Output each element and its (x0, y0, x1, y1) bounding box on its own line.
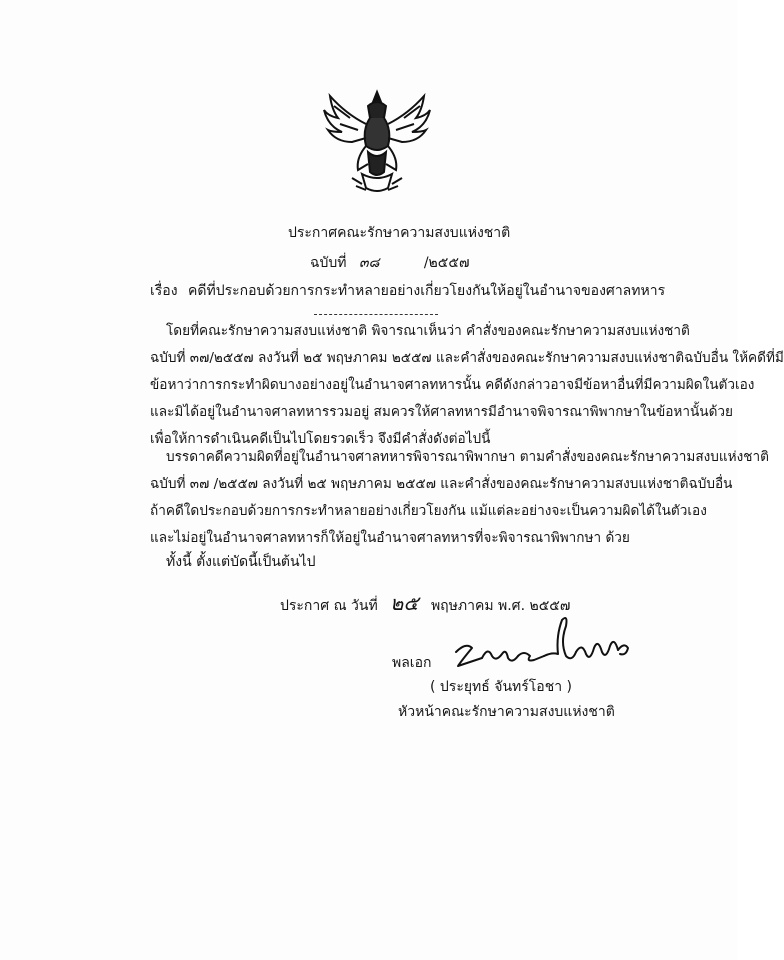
paragraph-1-line: และมิได้อยู่ในอำนาจศาลทหารรวมอยู่ สมควรให้ศาลทหารมีอำนาจพิจารณาพิพากษาในข้อหานั้นด้วย (150, 404, 734, 420)
paragraph-2-line: บรรดาคดีความผิดที่อยู่ในอำนาจศาลทหารพิจารณาพิพากษา ตามคำสั่งของคณะรักษาความสงบแห่งชาติ (166, 449, 769, 465)
announcement-heading: ประกาศคณะรักษาความสงบแห่งชาติ (288, 225, 511, 241)
paragraph-2-line: และไม่อยู่ในอำนาจศาลทหารก็ให้อยู่ในอำนาจศาลทหารที่จะพิจารณาพิพากษา ด้วย (150, 530, 630, 546)
subject-label: เรื่อง (150, 283, 178, 299)
subject-text: คดีที่ประกอบด้วยการกระทำหลายอย่างเกี่ยวโยงกันให้อยู่ในอำนาจของศาลทหาร (188, 283, 666, 299)
announce-suffix: พฤษภาคม พ.ศ. ๒๕๕๗ (430, 598, 571, 614)
divider-rule (314, 314, 438, 315)
announcement-number (310, 254, 470, 272)
paragraph-1 (150, 318, 784, 453)
paragraph-1-line: โดยที่คณะรักษาความสงบแห่งชาติ พิจารณาเห็นว่า คำสั่งของคณะรักษาความสงบแห่งชาติ (166, 323, 690, 339)
announce-day: ๒๕ (390, 591, 419, 615)
paragraph-1-line: ฉบับที่ ๓๗/๒๕๕๗ ลงวันที่ ๒๕ พฤษภาคม ๒๕๕๗ และคำสั่งของคณะรักษาความสงบแห่งชาติฉบับอื่น ให้คดีที่มี (150, 350, 784, 366)
signer-title: หัวหน้าคณะรักษาความสงบแห่งชาติ (398, 704, 615, 720)
number-year: /๒๕๕๗ (423, 255, 470, 271)
paragraph-1-line: เพื่อให้การดำเนินคดีเป็นไปโดยรวดเร็ว จึงมีคำสั่งดังต่อไปนี้ (150, 431, 491, 447)
paragraph-2 (150, 444, 769, 552)
paragraph-2-line: ถ้าคดีใดประกอบด้วยการกระทำหลายอย่างเกี่ยวโยงกัน แม้แต่ละอย่างจะเป็นความผิดได้ในตัวเอง (150, 503, 707, 519)
announcement-subject (150, 282, 665, 300)
announce-prefix: ประกาศ ณ วันที่ (280, 598, 378, 614)
effective-clause: ทั้งนี้ ตั้งแต่บัดนี้เป็นต้นไป (166, 554, 316, 570)
paragraph-2-line: ฉบับที่ ๓๗ /๒๕๕๗ ลงวันที่ ๒๕ พฤษภาคม ๒๕๕๗ และคำสั่งของคณะรักษาความสงบแห่งชาติฉบับอื่น (150, 476, 733, 492)
paragraph-1-line: ข้อหาว่าการกระทำผิดบางอย่างอยู่ในอำนาจศาลทหารนั้น คดีดังกล่าวอาจมีข้อหาอื่นที่มีความผิดในตัวเอง (150, 377, 755, 393)
signer-rank: พลเอก (392, 655, 432, 671)
number-value: ๓๘ (359, 255, 380, 271)
garuda-emblem-icon (322, 88, 432, 196)
number-label: ฉบับที่ (310, 255, 347, 271)
handwritten-signature-icon (448, 612, 638, 682)
signer-name: ( ประยุทธ์ จันทร์โอชา ) (430, 679, 572, 695)
